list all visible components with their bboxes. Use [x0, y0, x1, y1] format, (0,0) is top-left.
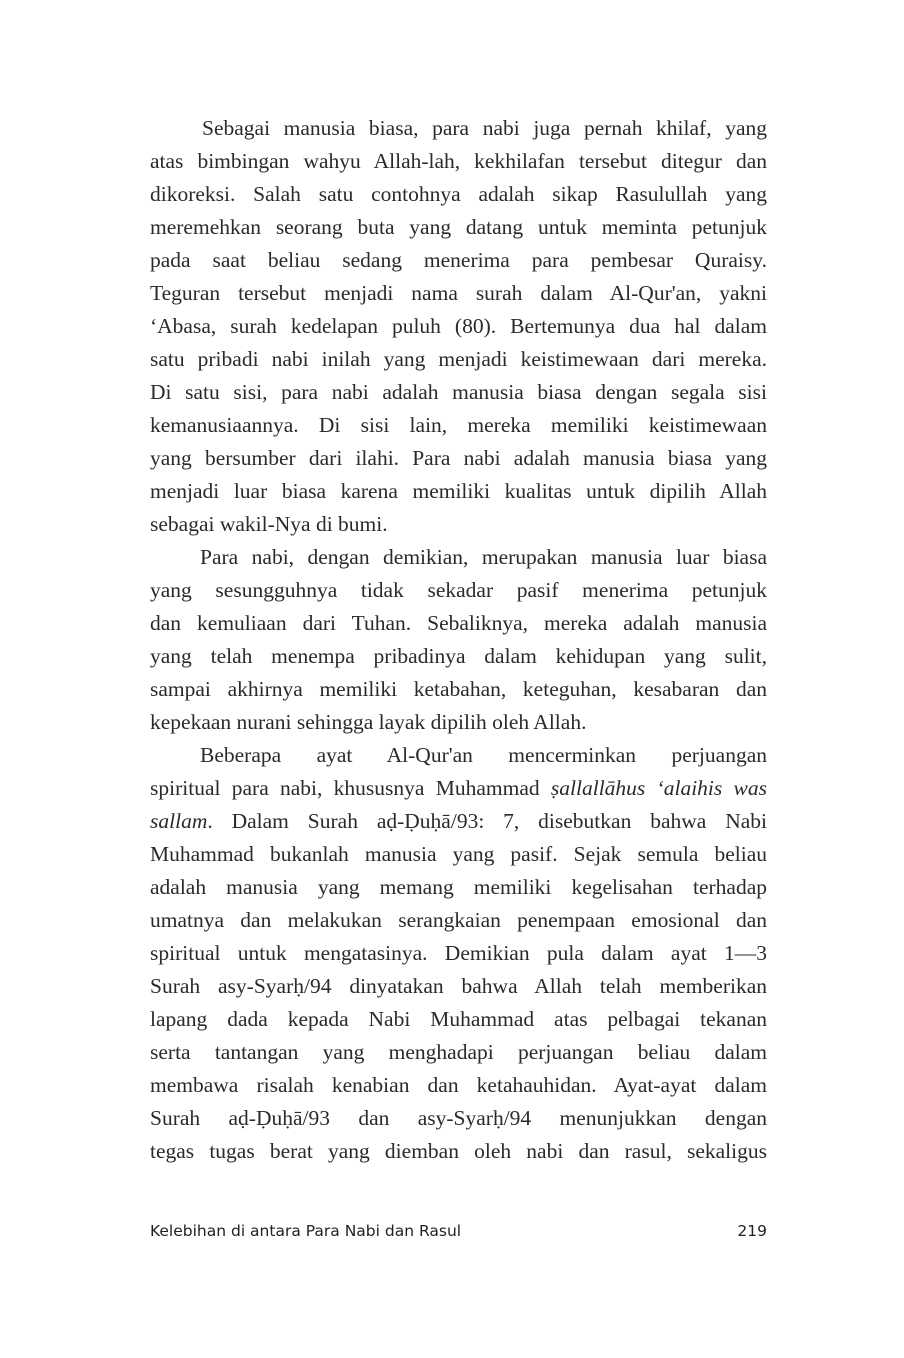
italic-text: ṣallallāhus ‘alaihis was [550, 776, 767, 800]
text-segment: spiritual para nabi, khususnya Muhammad [150, 776, 551, 800]
text-line: atas bimbingan wahyu Allah-lah, kekhilafan tersebut ditegur dan [150, 149, 767, 173]
text-line: Di satu sisi, para nabi adalah manusia biasa dengan segala sisi [150, 380, 767, 404]
text-line: adalah manusia yang memang memiliki kegelisahan terhadap [150, 875, 767, 899]
text-line: yang bersumber dari ilahi. Para nabi adalah manusia biasa yang [150, 446, 767, 470]
text-line [150, 805, 767, 838]
page-body [150, 112, 767, 1168]
paragraph [150, 112, 767, 541]
text-line: sebagai wakil-Nya di bumi. [150, 512, 388, 536]
text-line: membawa risalah kenabian dan ketahauhidan. Ayat-ayat dalam [150, 1073, 767, 1097]
text-segment: . Dalam Surah aḍ-Ḍuḥā/93: 7, disebutkan bahwa Nabi [207, 809, 767, 833]
text-line: Surah aḍ-Ḍuḥā/93 dan asy-Syarḥ/94 menunjukkan dengan [150, 1106, 767, 1130]
text-line: sampai akhirnya memiliki ketabahan, keteguhan, kesabaran dan [150, 677, 767, 701]
text-line: Para nabi, dengan demikian, merupakan manusia luar biasa [200, 545, 767, 569]
text-line: kemanusiaannya. Di sisi lain, mereka memiliki keistimewaan [150, 413, 767, 437]
text-line [150, 772, 767, 805]
text-line: Teguran tersebut menjadi nama surah dalam Al-Qur'an, yakni [150, 281, 767, 305]
text-line: menjadi luar biasa karena memiliki kualitas untuk dipilih Allah [150, 479, 767, 503]
page-number: 219 [737, 1222, 767, 1240]
text-line: meremehkan seorang buta yang datang untuk meminta petunjuk [150, 215, 767, 239]
text-line: pada saat beliau sedang menerima para pembesar Quraisy. [150, 248, 767, 272]
italic-text: sallam [150, 809, 208, 833]
text-line: dikoreksi. Salah satu contohnya adalah sikap Rasulullah yang [150, 182, 767, 206]
text-line: yang sesungguhnya tidak sekadar pasif menerima petunjuk [150, 578, 767, 602]
text-line: lapang dada kepada Nabi Muhammad atas pelbagai tekanan [150, 1007, 767, 1031]
text-line: Sebagai manusia biasa, para nabi juga pernah khilaf, yang [202, 116, 767, 140]
text-line: kepekaan nurani sehingga layak dipilih oleh Allah. [150, 710, 587, 734]
text-line: umatnya dan melakukan serangkaian penempaan emosional dan [150, 908, 767, 932]
text-line: Muhammad bukanlah manusia yang pasif. Sejak semula beliau [150, 842, 767, 866]
text-line: spiritual untuk mengatasinya. Demikian pula dalam ayat 1—3 [150, 941, 767, 965]
text-line: satu pribadi nabi inilah yang menjadi keistimewaan dari mereka. [150, 347, 767, 371]
running-title: Kelebihan di antara Para Nabi dan Rasul [150, 1222, 462, 1240]
text-line: yang telah menempa pribadinya dalam kehidupan yang sulit, [150, 644, 767, 668]
page-footer [150, 1222, 767, 1240]
text-line: serta tantangan yang menghadapi perjuangan beliau dalam [150, 1040, 767, 1064]
text-line: dan kemuliaan dari Tuhan. Sebaliknya, mereka adalah manusia [150, 611, 767, 635]
paragraph [150, 739, 767, 1168]
text-line: Surah asy-Syarḥ/94 dinyatakan bahwa Allah telah memberikan [150, 974, 767, 998]
text-line: tegas tugas berat yang diemban oleh nabi dan rasul, sekaligus [150, 1139, 767, 1163]
text-line: Beberapa ayat Al-Qur'an mencerminkan perjuangan [200, 743, 767, 767]
text-line: ‘Abasa, surah kedelapan puluh (80). Bertemunya dua hal dalam [150, 314, 767, 338]
paragraph [150, 541, 767, 739]
